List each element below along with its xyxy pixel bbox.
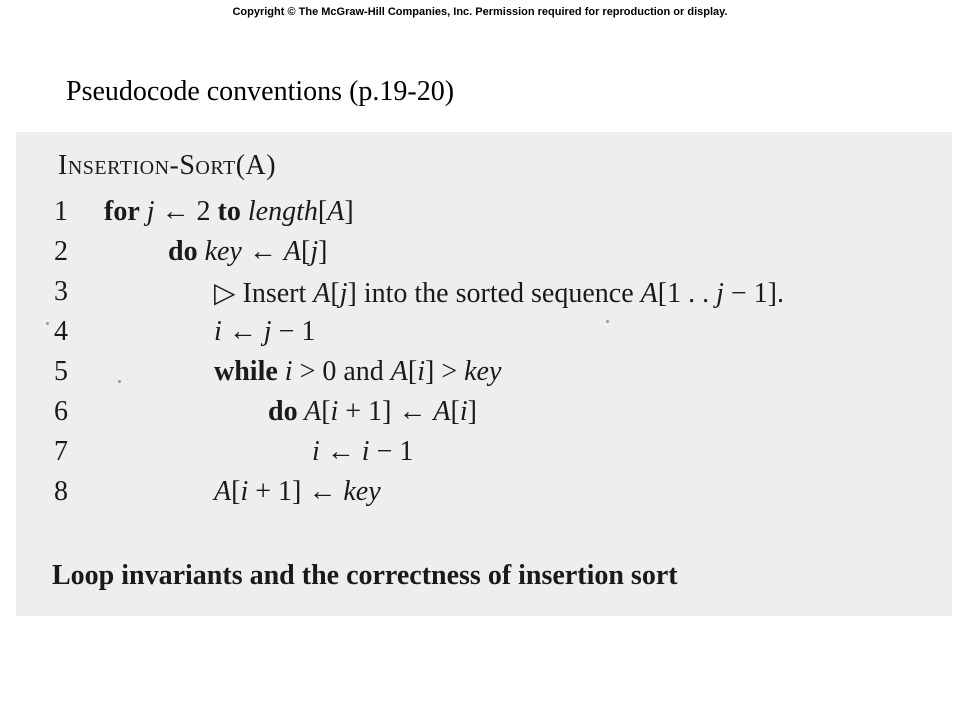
variable: i: [459, 396, 468, 427]
code-token: [: [450, 396, 460, 427]
code-token: − 1: [369, 436, 414, 467]
section-heading: Loop invariants and the correctness of insertion sort: [52, 560, 678, 591]
code-line-4: [16, 316, 952, 356]
code-text: [214, 276, 784, 310]
code-text: [214, 476, 381, 508]
variable: key: [197, 236, 249, 267]
code-token: ]: [467, 396, 477, 427]
variable: j: [339, 278, 348, 309]
scan-speck: [46, 322, 49, 325]
code-token: ] >: [425, 356, 465, 387]
code-line-3: [16, 276, 952, 316]
code-text: [312, 436, 413, 468]
keyword: for: [104, 196, 140, 227]
code-token: > 0 and: [292, 356, 391, 387]
variable: i: [361, 436, 370, 467]
variable: i: [214, 316, 222, 347]
code-token: ]: [344, 196, 354, 227]
variable: length: [240, 196, 318, 227]
code-token: ] into the sorted sequence: [347, 278, 641, 309]
line-number: 5: [54, 356, 68, 387]
variable: i: [417, 356, 425, 387]
line-number: 3: [54, 276, 68, 307]
code-token: ←: [221, 316, 264, 347]
variable: i: [277, 356, 293, 387]
variable: A: [390, 356, 408, 387]
code-line-5: [16, 356, 952, 396]
variable: i: [330, 396, 339, 427]
code-line-7: [16, 436, 952, 476]
variable: A: [327, 196, 345, 227]
code-line-2: [16, 236, 952, 276]
variable: A: [283, 236, 301, 267]
variable: j: [716, 278, 724, 309]
code-token: [: [300, 236, 311, 267]
code-token: [: [330, 278, 340, 309]
line-number: 2: [54, 236, 68, 267]
scan-speck: [118, 380, 121, 383]
code-token: [: [317, 196, 328, 227]
line-number: 4: [54, 316, 68, 347]
variable: j: [263, 316, 272, 347]
code-token: ▷ Insert: [214, 278, 314, 309]
code-token: ← 2: [161, 196, 218, 227]
variable: A: [433, 396, 451, 427]
algorithm-name: Insertion-Sort: [58, 150, 236, 181]
scanned-textbook-excerpt: [16, 132, 952, 616]
variable: A: [297, 396, 322, 427]
keyword: do: [168, 236, 198, 267]
variable: A: [214, 476, 232, 507]
variable: i: [240, 476, 249, 507]
code-token: − 1: [271, 316, 316, 347]
code-text: [104, 196, 354, 228]
code-token: − 1].: [723, 278, 784, 309]
line-number: 7: [54, 436, 68, 467]
code-text: [268, 396, 477, 428]
line-number: 6: [54, 396, 68, 427]
code-line-1: [16, 196, 952, 236]
code-text: [168, 236, 327, 268]
code-line-8: [16, 476, 952, 516]
code-token: [: [407, 356, 418, 387]
code-token: ←: [248, 236, 284, 267]
code-token: [: [321, 396, 331, 427]
algorithm-parameter: (A): [235, 150, 277, 181]
code-token: + 1] ←: [338, 396, 434, 427]
keyword: to: [217, 196, 241, 227]
code-line-6: [16, 396, 952, 436]
code-token: ←: [319, 436, 362, 467]
code-token: ]: [318, 236, 328, 267]
code-token: [: [231, 476, 241, 507]
code-token: [1 . .: [657, 278, 717, 309]
variable: j: [310, 236, 319, 267]
algorithm-signature: [58, 150, 276, 182]
variable: key: [464, 356, 502, 387]
variable: A: [313, 278, 331, 309]
scan-speck: [606, 320, 609, 323]
line-number: 1: [54, 196, 68, 227]
code-token: + 1] ←: [248, 476, 344, 507]
code-text: [214, 356, 501, 388]
keyword: while: [214, 356, 278, 387]
variable: j: [139, 196, 162, 227]
slide-title: Pseudocode conventions (p.19-20): [66, 76, 455, 107]
variable: i: [312, 436, 320, 467]
line-number: 8: [54, 476, 68, 507]
code-text: [214, 316, 315, 348]
variable: A: [640, 278, 658, 309]
copyright-notice: Copyright © The McGraw-Hill Companies, Inc. Permission required for reproduction or display.: [232, 6, 728, 18]
keyword: do: [268, 396, 298, 427]
variable: key: [343, 476, 381, 507]
